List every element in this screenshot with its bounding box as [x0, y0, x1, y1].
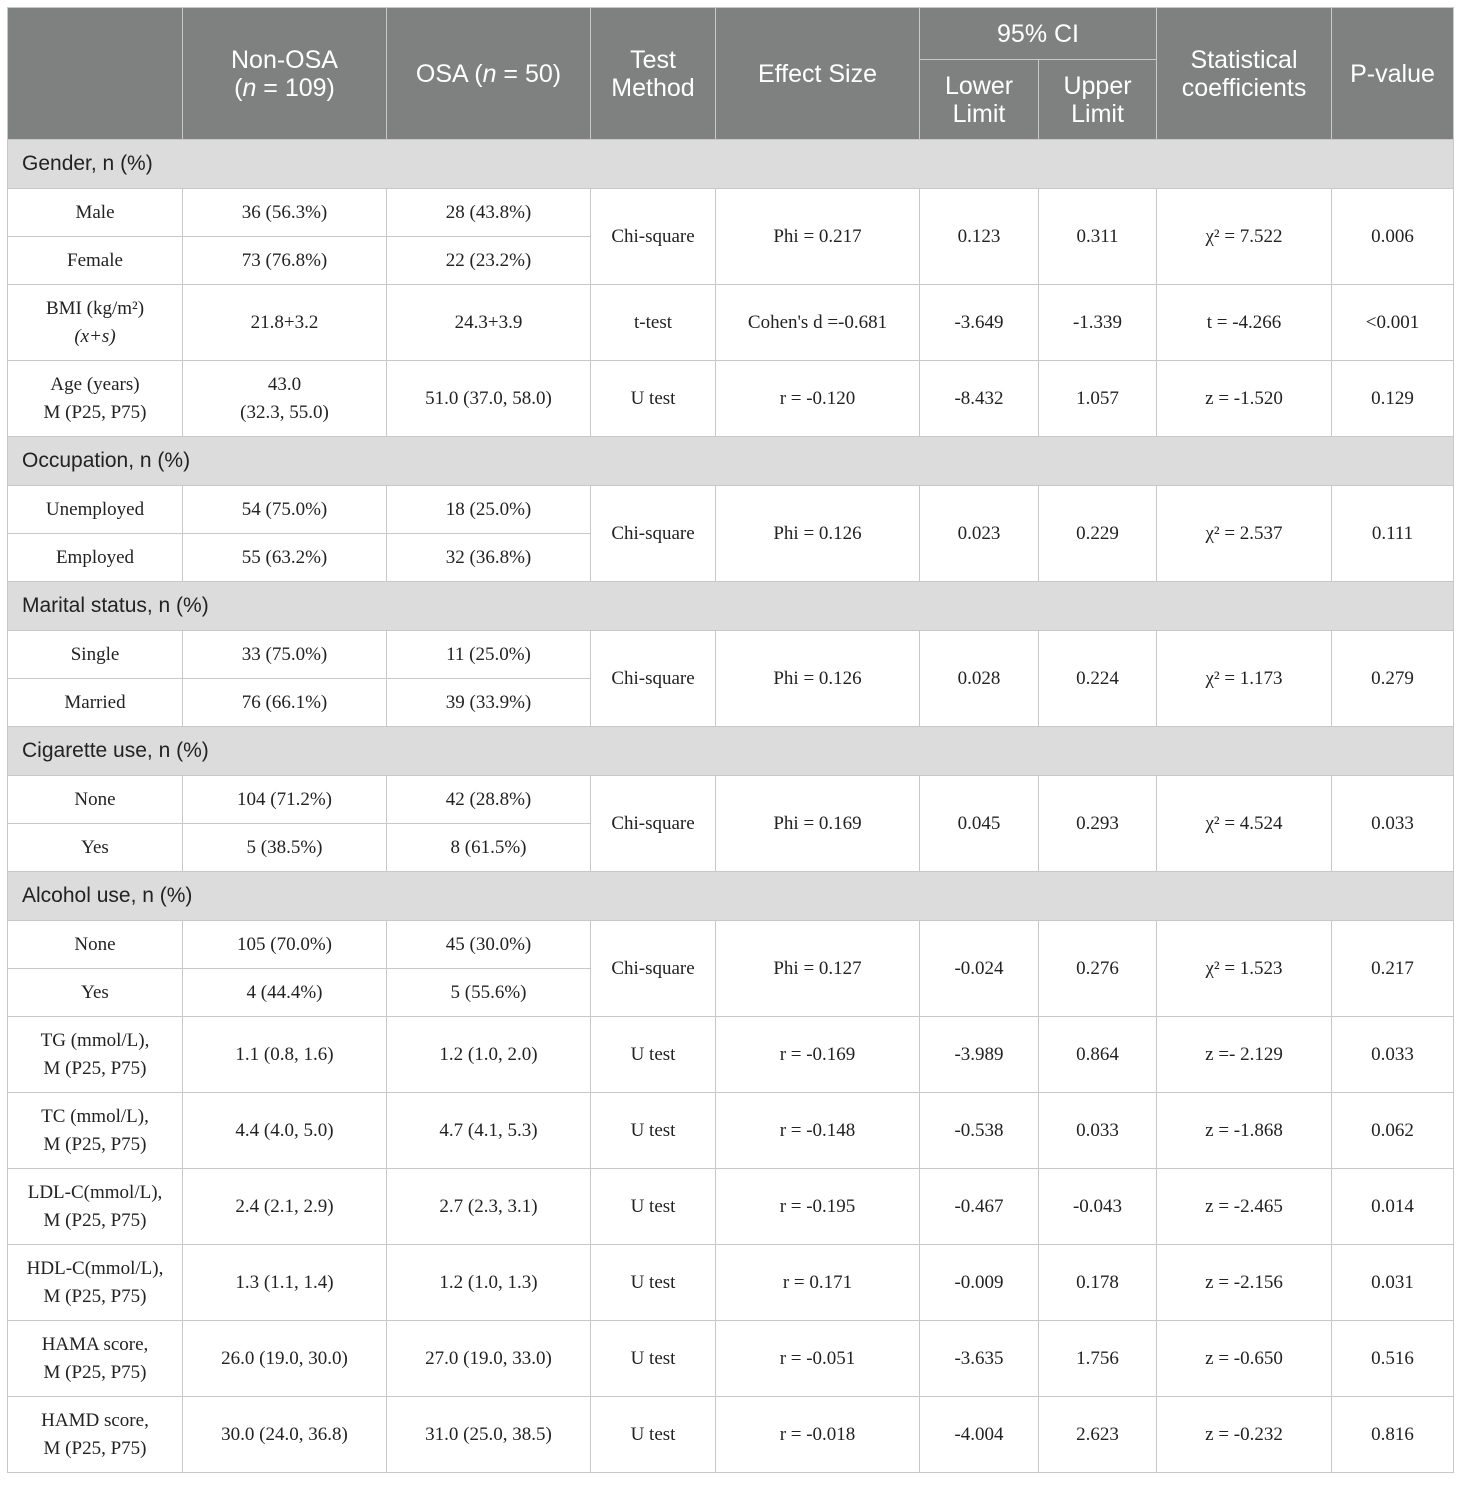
cell-osa: 22 (23.2%) [387, 237, 591, 285]
cell-lower-limit: -0.538 [920, 1093, 1039, 1169]
cell-lower-limit: -3.635 [920, 1321, 1039, 1397]
cell-effect-size: r = -0.120 [716, 361, 920, 437]
cell-non-osa: 76 (66.1%) [183, 679, 387, 727]
cell-upper-limit: 0.224 [1039, 631, 1157, 727]
cell-test-method: U test [591, 361, 716, 437]
cell-osa: 11 (25.0%) [387, 631, 591, 679]
row-label: LDL-C(mmol/L), M (P25, P75) [8, 1169, 183, 1245]
cell-statistic: z = -2.156 [1157, 1245, 1332, 1321]
row-label: Yes [8, 824, 183, 872]
table-row [8, 1017, 1454, 1093]
cell-test-method: Chi-square [591, 189, 716, 285]
cell-osa: 31.0 (25.0, 38.5) [387, 1397, 591, 1473]
row-label: TG (mmol/L), M (P25, P75) [8, 1017, 183, 1093]
cell-upper-limit: 2.623 [1039, 1397, 1157, 1473]
cell-upper-limit: 0.293 [1039, 776, 1157, 872]
cell-non-osa: 2.4 (2.1, 2.9) [183, 1169, 387, 1245]
cell-effect-size: Phi = 0.217 [716, 189, 920, 285]
cell-p-value: 0.816 [1332, 1397, 1454, 1473]
section-label: Cigarette use, n (%) [8, 727, 1454, 776]
cell-upper-limit: 1.756 [1039, 1321, 1157, 1397]
row-label: None [8, 776, 183, 824]
cell-p-value: 0.033 [1332, 1017, 1454, 1093]
cell-p-value: 0.111 [1332, 486, 1454, 582]
cell-non-osa: 21.8+3.2 [183, 285, 387, 361]
cell-non-osa: 5 (38.5%) [183, 824, 387, 872]
cell-statistic: z = -1.520 [1157, 361, 1332, 437]
cell-lower-limit: -0.024 [920, 921, 1039, 1017]
section-row-gender [8, 140, 1454, 189]
cell-effect-size: Phi = 0.169 [716, 776, 920, 872]
table-row [8, 361, 1454, 437]
cell-osa: 32 (36.8%) [387, 534, 591, 582]
cell-statistic: z = -2.465 [1157, 1169, 1332, 1245]
cell-lower-limit: 0.028 [920, 631, 1039, 727]
cell-lower-limit: -3.649 [920, 285, 1039, 361]
section-row-marital [8, 582, 1454, 631]
cell-p-value: 0.279 [1332, 631, 1454, 727]
cell-osa: 18 (25.0%) [387, 486, 591, 534]
cell-upper-limit: 0.178 [1039, 1245, 1157, 1321]
section-row-cigarette [8, 727, 1454, 776]
cell-non-osa: 1.3 (1.1, 1.4) [183, 1245, 387, 1321]
cell-osa: 45 (30.0%) [387, 921, 591, 969]
table-row [8, 631, 1454, 679]
section-row-occupation [8, 437, 1454, 486]
row-label: None [8, 921, 183, 969]
cell-osa: 8 (61.5%) [387, 824, 591, 872]
header-lower-limit: Lower Limit [920, 60, 1039, 140]
cell-lower-limit: -8.432 [920, 361, 1039, 437]
cell-lower-limit: -0.467 [920, 1169, 1039, 1245]
table-row [8, 1245, 1454, 1321]
header-p-value: P-value [1332, 8, 1454, 140]
cell-osa: 27.0 (19.0, 33.0) [387, 1321, 591, 1397]
cell-osa: 28 (43.8%) [387, 189, 591, 237]
cell-p-value: 0.217 [1332, 921, 1454, 1017]
table-row [8, 1169, 1454, 1245]
cell-statistic: χ² = 4.524 [1157, 776, 1332, 872]
cell-osa: 4.7 (4.1, 5.3) [387, 1093, 591, 1169]
cell-effect-size: Phi = 0.127 [716, 921, 920, 1017]
cell-osa: 1.2 (1.0, 2.0) [387, 1017, 591, 1093]
row-label: Unemployed [8, 486, 183, 534]
statistics-table [7, 7, 1454, 1473]
cell-osa: 42 (28.8%) [387, 776, 591, 824]
cell-osa: 39 (33.9%) [387, 679, 591, 727]
cell-statistic: z = -0.650 [1157, 1321, 1332, 1397]
cell-effect-size: r = 0.171 [716, 1245, 920, 1321]
cell-test-method: Chi-square [591, 631, 716, 727]
cell-non-osa: 36 (56.3%) [183, 189, 387, 237]
section-label: Alcohol use, n (%) [8, 872, 1454, 921]
cell-lower-limit: 0.023 [920, 486, 1039, 582]
cell-test-method: t-test [591, 285, 716, 361]
cell-upper-limit: 0.864 [1039, 1017, 1157, 1093]
row-label: Yes [8, 969, 183, 1017]
row-label: TC (mmol/L), M (P25, P75) [8, 1093, 183, 1169]
cell-statistic: χ² = 7.522 [1157, 189, 1332, 285]
cell-test-method: U test [591, 1397, 716, 1473]
cell-test-method: U test [591, 1093, 716, 1169]
row-label: Female [8, 237, 183, 285]
row-label: BMI (kg/m²) (x+s) [8, 285, 183, 361]
cell-lower-limit: -3.989 [920, 1017, 1039, 1093]
cell-osa: 5 (55.6%) [387, 969, 591, 1017]
header-statistical-coefficients: Statistical coefficients [1157, 8, 1332, 140]
header-95-ci: 95% CI [920, 8, 1157, 60]
cell-osa: 1.2 (1.0, 1.3) [387, 1245, 591, 1321]
cell-non-osa: 30.0 (24.0, 36.8) [183, 1397, 387, 1473]
cell-effect-size: r = -0.051 [716, 1321, 920, 1397]
cell-statistic: z =- 2.129 [1157, 1017, 1332, 1093]
cell-test-method: Chi-square [591, 776, 716, 872]
cell-statistic: t = -4.266 [1157, 285, 1332, 361]
cell-test-method: U test [591, 1245, 716, 1321]
table-header [8, 8, 1454, 140]
header-blank [8, 8, 183, 140]
cell-statistic: χ² = 1.173 [1157, 631, 1332, 727]
table-row [8, 189, 1454, 237]
cell-statistic: z = -1.868 [1157, 1093, 1332, 1169]
cell-non-osa: 104 (71.2%) [183, 776, 387, 824]
cell-p-value: 0.014 [1332, 1169, 1454, 1245]
cell-test-method: U test [591, 1017, 716, 1093]
cell-osa: 2.7 (2.3, 3.1) [387, 1169, 591, 1245]
section-label: Occupation, n (%) [8, 437, 1454, 486]
cell-upper-limit: 0.033 [1039, 1093, 1157, 1169]
cell-upper-limit: 0.311 [1039, 189, 1157, 285]
header-upper-limit: Upper Limit [1039, 60, 1157, 140]
cell-effect-size: Phi = 0.126 [716, 631, 920, 727]
cell-effect-size: r = -0.018 [716, 1397, 920, 1473]
cell-p-value: 0.516 [1332, 1321, 1454, 1397]
cell-lower-limit: -0.009 [920, 1245, 1039, 1321]
cell-upper-limit: 1.057 [1039, 361, 1157, 437]
cell-effect-size: Cohen's d =-0.681 [716, 285, 920, 361]
table-row [8, 1093, 1454, 1169]
cell-upper-limit: -1.339 [1039, 285, 1157, 361]
section-label: Marital status, n (%) [8, 582, 1454, 631]
cell-upper-limit: 0.229 [1039, 486, 1157, 582]
cell-non-osa: 33 (75.0%) [183, 631, 387, 679]
cell-non-osa: 43.0 (32.3, 55.0) [183, 361, 387, 437]
cell-p-value: 0.129 [1332, 361, 1454, 437]
header-osa: OSA (n = 50) [387, 8, 591, 140]
cell-non-osa: 4 (44.4%) [183, 969, 387, 1017]
row-label: HAMA score, M (P25, P75) [8, 1321, 183, 1397]
header-test-method: Test Method [591, 8, 716, 140]
cell-lower-limit: 0.123 [920, 189, 1039, 285]
cell-statistic: χ² = 2.537 [1157, 486, 1332, 582]
section-row-alcohol [8, 872, 1454, 921]
cell-test-method: Chi-square [591, 486, 716, 582]
cell-p-value: 0.006 [1332, 189, 1454, 285]
row-label: HAMD score, M (P25, P75) [8, 1397, 183, 1473]
table-row [8, 921, 1454, 969]
header-non-osa: Non-OSA (n = 109) [183, 8, 387, 140]
row-label: Age (years) M (P25, P75) [8, 361, 183, 437]
cell-non-osa: 73 (76.8%) [183, 237, 387, 285]
cell-statistic: χ² = 1.523 [1157, 921, 1332, 1017]
cell-test-method: U test [591, 1169, 716, 1245]
header-effect-size: Effect Size [716, 8, 920, 140]
cell-effect-size: Phi = 0.126 [716, 486, 920, 582]
cell-p-value: 0.031 [1332, 1245, 1454, 1321]
cell-non-osa: 4.4 (4.0, 5.0) [183, 1093, 387, 1169]
row-label: Single [8, 631, 183, 679]
cell-p-value: 0.062 [1332, 1093, 1454, 1169]
row-label: Married [8, 679, 183, 727]
cell-test-method: U test [591, 1321, 716, 1397]
cell-upper-limit: -0.043 [1039, 1169, 1157, 1245]
cell-non-osa: 1.1 (0.8, 1.6) [183, 1017, 387, 1093]
cell-osa: 51.0 (37.0, 58.0) [387, 361, 591, 437]
cell-statistic: z = -0.232 [1157, 1397, 1332, 1473]
row-label: Employed [8, 534, 183, 582]
cell-non-osa: 105 (70.0%) [183, 921, 387, 969]
table-row [8, 1397, 1454, 1473]
cell-test-method: Chi-square [591, 921, 716, 1017]
cell-non-osa: 26.0 (19.0, 30.0) [183, 1321, 387, 1397]
table-row [8, 776, 1454, 824]
cell-osa: 24.3+3.9 [387, 285, 591, 361]
row-label: Male [8, 189, 183, 237]
table-row [8, 486, 1454, 534]
row-label: HDL-C(mmol/L), M (P25, P75) [8, 1245, 183, 1321]
cell-effect-size: r = -0.169 [716, 1017, 920, 1093]
cell-effect-size: r = -0.195 [716, 1169, 920, 1245]
table-row [8, 285, 1454, 361]
table-row [8, 1321, 1454, 1397]
cell-lower-limit: -4.004 [920, 1397, 1039, 1473]
cell-effect-size: r = -0.148 [716, 1093, 920, 1169]
cell-p-value: <0.001 [1332, 285, 1454, 361]
cell-p-value: 0.033 [1332, 776, 1454, 872]
section-label: Gender, n (%) [8, 140, 1454, 189]
cell-upper-limit: 0.276 [1039, 921, 1157, 1017]
cell-non-osa: 54 (75.0%) [183, 486, 387, 534]
cell-non-osa: 55 (63.2%) [183, 534, 387, 582]
cell-lower-limit: 0.045 [920, 776, 1039, 872]
